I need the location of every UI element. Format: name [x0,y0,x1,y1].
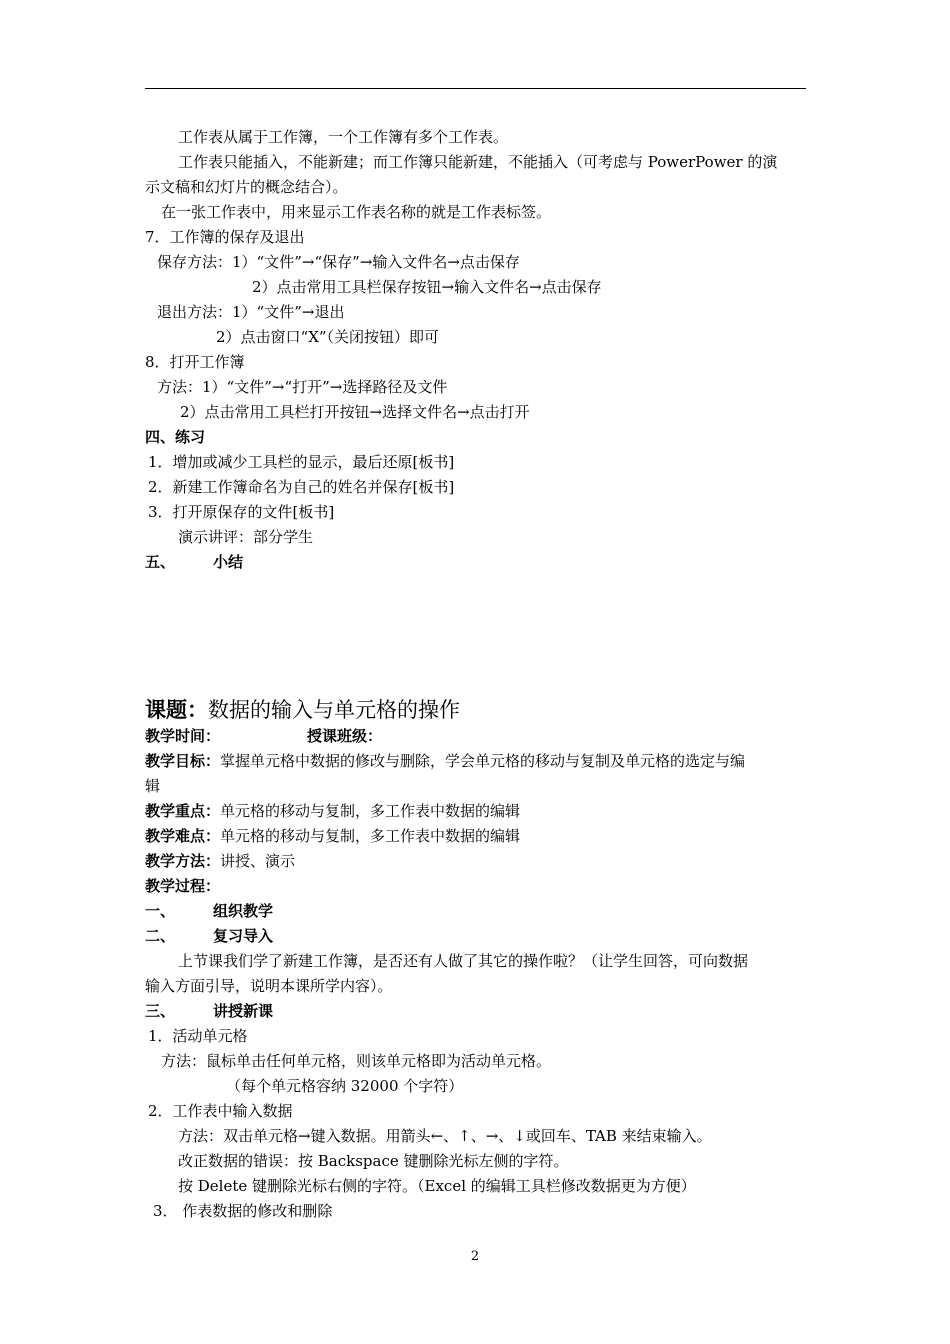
text-line: 在一张工作表中，用来显示工作表名称的就是工作表标签。 [161,203,552,221]
time-label: 教学时间： [145,727,221,745]
section-title: 复习导入 [213,927,274,945]
list-item: 2．工作表中输入数据 [148,1102,293,1120]
title-text: 数据的输入与单元格的操作 [208,698,460,722]
difficulty-label: 教学难点： [145,827,221,845]
goal-label: 教学目标： [145,752,221,770]
text-line: 按 Delete 键删除光标右侧的字符。（Excel 的编辑工具栏修改数据更为方便） [178,1177,696,1195]
method-text: 讲授、演示 [220,852,296,870]
section-heading [145,926,806,946]
text-line: 工作表只能插入，不能新建；而工作簿只能新建，不能插入（可考虑与 PowerPower 的演 [178,153,778,171]
method-line [145,851,806,871]
text-line: 2）点击常用工具栏打开按钮→选择文件名→点击打开 [180,403,530,421]
text-line: 2）点击常用工具栏保存按钮→输入文件名→点击保存 [252,278,602,296]
text-line: 退出方法：1）“文件”→退出 [157,303,345,321]
page-number: 2 [470,1249,480,1264]
difficulty-text: 单元格的移动与复制，多工作表中数据的编辑 [220,827,521,845]
text-line: 演示讲评：部分学生 [178,528,314,546]
text-line: 示文稿和幻灯片的概念结合）。 [145,178,348,196]
section-title: 讲授新课 [213,1002,274,1020]
text-line: 方法：1）“文件”→“打开”→选择路径及文件 [157,378,448,396]
text-line: 上节课我们学了新建工作簿，是否还有人做了其它的操作啦？（让学生回答，可向数据 [178,952,749,970]
text-line: 工作表从属于工作簿，一个工作簿有多个工作表。 [178,128,509,146]
section-heading: 8．打开工作簿 [145,353,245,371]
goal-line: 辑 [145,777,161,795]
title-label: 课题： [145,697,208,722]
method-label: 教学方法： [145,852,221,870]
list-item: 3．打开原保存的文件[板书] [148,503,335,521]
section-heading: 7．工作簿的保存及退出 [145,228,305,246]
text-line: 方法：双击单元格→键入数据。用箭头←、↑、→、↓或回车、TAB 来结束输入。 [178,1127,712,1145]
section-title: 小结 [213,553,244,571]
header-rule [145,88,806,89]
time-class-line [145,726,806,746]
goal-text: 掌握单元格中数据的修改与删除，学会单元格的移动与复制及单元格的选定与编 [220,752,746,770]
text-line: 方法：鼠标单击任何单元格，则该单元格即为活动单元格。 [161,1052,552,1070]
key-text: 单元格的移动与复制，多工作表中数据的编辑 [220,802,521,820]
difficulty-line [145,826,806,846]
section-number: 一、 [145,902,176,920]
section-heading [145,1001,806,1021]
text-line: 2）点击窗口“X”（关闭按钮）即可 [216,328,440,346]
section-heading [145,552,806,572]
list-item: 1．活动单元格 [148,1027,248,1045]
goal-line [145,751,806,771]
process-label: 教学过程： [145,877,221,895]
section-number: 二、 [145,927,176,945]
section-heading [145,901,806,921]
list-item: 2．新建工作簿命名为自己的姓名并保存[板书] [148,478,455,496]
text-line: （每个单元格容纳 32000 个字符） [226,1077,464,1095]
list-item: 3． 作表数据的修改和删除 [153,1202,333,1220]
key-label: 教学重点： [145,802,221,820]
section-title: 组织教学 [213,902,274,920]
section-number: 五、 [145,553,176,571]
section-number: 三、 [145,1002,176,1020]
list-item: 1．增加或减少工具栏的显示，最后还原[板书] [148,453,455,471]
text-line: 输入方面引导，说明本课所学内容）。 [145,977,393,995]
text-line: 保存方法：1）“文件”→“保存”→输入文件名→点击保存 [157,253,520,271]
class-label: 授课班级： [307,727,383,745]
lesson-title [145,696,806,724]
text-line: 改正数据的错误：按 Backspace 键删除光标左侧的字符。 [178,1152,569,1170]
key-line [145,801,806,821]
section-heading: 四、练习 [145,428,206,446]
